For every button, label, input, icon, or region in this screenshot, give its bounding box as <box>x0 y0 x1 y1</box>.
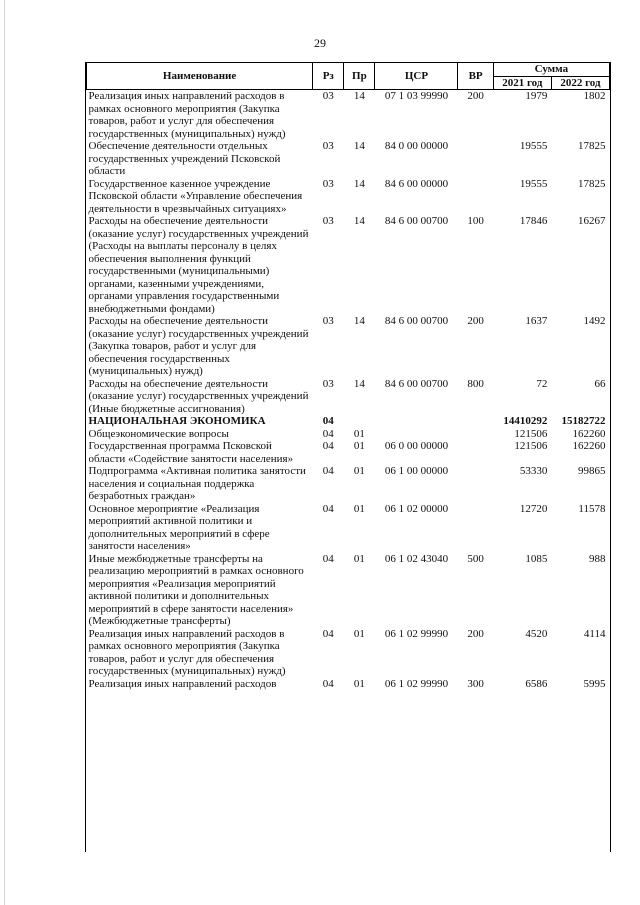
cell-pr: 14 <box>353 140 365 152</box>
scan-edge-line <box>4 0 5 905</box>
cell-name: Расходы на обеспечение деятельности (оказание услуг) государственных учреждений (Закупка товаров, работ и услуг для обеспечения государственных (муниципальных) нужд) <box>88 315 309 377</box>
cell-pr <box>344 415 375 428</box>
cell-csr <box>375 428 458 441</box>
cell-pr: 01 <box>353 427 365 440</box>
cell-sum-2021: 14410292 <box>503 415 548 427</box>
cell-vr: 800 <box>467 377 484 390</box>
table-header <box>87 63 610 90</box>
header-pr: Пр <box>344 63 375 90</box>
table-row <box>87 315 610 378</box>
cell-name: Расходы на обеспечение деятельности (оказание услуг) государственных учреждений (Расходы на выплаты персоналу в целях обеспечения выполнения функций государственными (муниципальными) органами, казенными учреждениями, органами управления государственными внебюджетными фондами) <box>88 215 309 315</box>
table-row <box>87 628 610 678</box>
cell-pr: 14 <box>353 315 365 327</box>
cell-rz: 04 <box>322 440 334 452</box>
cell-sum-2021: 1085 <box>525 552 548 565</box>
cell-rz: 03 <box>322 90 334 102</box>
cell-name: Реализация иных направлений расходов в рамках основного мероприятия (Закупка товаров, работ и услуг для обеспечения государственных (муниципальных) нужд) <box>88 90 286 140</box>
cell-vr <box>458 415 493 428</box>
header-year-2021: 2021 год <box>493 76 551 90</box>
table-row <box>87 378 610 416</box>
cell-csr: 06 1 02 43040 <box>384 552 449 565</box>
cell-pr: 01 <box>353 440 365 452</box>
cell-csr: 84 6 00 00000 <box>384 177 449 190</box>
cell-name: Расходы на обеспечение деятельности (оказание услуг) государственных учреждений (Иные бюджетные ассигнования) <box>88 377 309 415</box>
cell-sum-2022: 16267 <box>578 215 606 227</box>
cell-name: НАЦИОНАЛЬНАЯ ЭКОНОМИКА <box>88 415 266 427</box>
table-row <box>87 415 610 428</box>
cell-sum-2022: 162260 <box>572 427 606 440</box>
cell-vr <box>458 503 493 553</box>
header-year-2022: 2022 год <box>551 76 609 90</box>
cell-name: Реализация иных направлений расходов в рамках основного мероприятия (Закупка товаров, работ и услуг для обеспечения государственных (муниципальных) нужд) <box>88 627 286 677</box>
table-row <box>87 678 610 691</box>
cell-sum-2022: 17825 <box>578 177 606 190</box>
table-row <box>87 140 610 178</box>
cell-sum-2021: 1637 <box>525 315 548 327</box>
cell-vr <box>458 140 493 178</box>
cell-name: Основное мероприятие «Реализация мероприятий активной политики и дополнительных мероприятий в сфере занятости населения» <box>88 502 270 552</box>
cell-csr: 84 6 00 00700 <box>384 315 449 327</box>
cell-vr <box>458 428 493 441</box>
cell-vr: 200 <box>467 90 484 102</box>
cell-csr: 06 0 00 00000 <box>384 440 449 452</box>
cell-rz: 04 <box>322 502 334 515</box>
cell-sum-2021: 1979 <box>525 90 548 102</box>
cell-sum-2022: 1802 <box>583 90 606 102</box>
cell-csr: 06 1 00 00000 <box>384 465 449 477</box>
cell-sum-2021: 72 <box>536 377 548 390</box>
table-row <box>87 178 610 216</box>
header-name: Наименование <box>87 63 313 90</box>
cell-name: Реализация иных направлений расходов <box>88 677 277 690</box>
cell-rz: 03 <box>322 315 334 327</box>
cell-vr: 200 <box>467 315 484 327</box>
cell-vr: 100 <box>467 215 484 227</box>
header-csr: ЦСР <box>375 63 458 90</box>
cell-sum-2021: 4520 <box>525 627 548 640</box>
cell-pr: 14 <box>353 377 365 390</box>
cell-sum-2021: 121506 <box>514 440 548 452</box>
cell-name: Подпрограмма «Активная политика занятости населения и социальная поддержка безработных граждан» <box>88 465 306 502</box>
cell-sum-2021: 12720 <box>519 502 548 515</box>
cell-pr: 14 <box>353 177 365 190</box>
cell-name: Государственная программа Псковской области «Содействие занятости населения» <box>88 440 294 465</box>
cell-rz: 04 <box>322 627 334 640</box>
cell-vr: 300 <box>467 677 484 690</box>
cell-name: Иные межбюджетные трансферты на реализацию мероприятий в рамках основного мероприятия «Реализация мероприятий активной политики и дополнительных мероприятий в сфере занятости населения» (Межбюджетные трансферты) <box>88 552 304 627</box>
cell-name: Государственное казенное учреждение Псковской области «Управление обеспечения деятельности в чрезвычайных ситуациях» <box>88 177 303 215</box>
table-body <box>87 90 610 691</box>
cell-csr: 06 1 02 00000 <box>384 502 449 515</box>
cell-vr: 200 <box>467 627 484 640</box>
page-number: 29 <box>314 36 326 50</box>
cell-sum-2022: 15182722 <box>561 415 606 427</box>
cell-pr: 14 <box>353 215 365 227</box>
cell-pr: 01 <box>353 627 365 640</box>
table-row <box>87 215 610 315</box>
cell-rz: 04 <box>322 677 334 690</box>
cell-pr: 14 <box>353 90 365 102</box>
cell-sum-2022: 17825 <box>578 140 606 152</box>
cell-sum-2022: 99865 <box>578 465 606 477</box>
table-row <box>87 440 610 465</box>
cell-sum-2021: 6586 <box>525 677 548 690</box>
cell-rz: 03 <box>322 140 334 152</box>
cell-pr: 01 <box>353 677 365 690</box>
cell-csr <box>375 415 458 428</box>
cell-csr: 06 1 02 99990 <box>384 627 449 640</box>
table-row <box>87 553 610 628</box>
header-vr: ВР <box>458 63 493 90</box>
table-row <box>87 90 610 141</box>
table-row <box>87 428 610 441</box>
cell-rz: 03 <box>322 215 334 227</box>
cell-sum-2022: 988 <box>589 552 606 565</box>
cell-sum-2022: 66 <box>594 377 606 390</box>
cell-csr: 84 0 00 00000 <box>384 140 449 152</box>
cell-sum-2021: 19555 <box>519 177 548 190</box>
cell-sum-2021: 17846 <box>519 215 548 227</box>
cell-rz: 04 <box>322 427 334 440</box>
cell-pr: 01 <box>353 552 365 565</box>
table-row <box>87 465 610 503</box>
cell-name: Обеспечение деятельности отдельных государственных учреждений Псковской области <box>88 140 281 177</box>
cell-rz: 04 <box>322 465 334 477</box>
cell-pr: 01 <box>353 465 365 477</box>
cell-csr: 07 1 03 99990 <box>384 90 449 102</box>
header-sum: Сумма <box>493 63 609 77</box>
cell-sum-2021: 121506 <box>514 427 548 440</box>
cell-csr: 84 6 00 00700 <box>384 215 449 227</box>
cell-vr: 500 <box>467 552 484 565</box>
budget-table-container <box>85 62 611 852</box>
cell-vr <box>458 440 493 465</box>
cell-pr: 01 <box>353 502 365 515</box>
table-row <box>87 503 610 553</box>
cell-csr: 84 6 00 00700 <box>384 377 449 390</box>
cell-rz: 04 <box>322 552 334 565</box>
cell-sum-2022: 162260 <box>572 440 606 452</box>
cell-name: Общеэкономические вопросы <box>88 427 229 440</box>
cell-rz: 03 <box>322 377 334 390</box>
cell-sum-2022: 1492 <box>583 315 606 327</box>
cell-sum-2022: 4114 <box>583 627 606 640</box>
cell-sum-2022: 11578 <box>578 502 606 515</box>
cell-sum-2021: 19555 <box>519 140 548 152</box>
cell-rz: 03 <box>322 177 334 190</box>
header-rz: Рз <box>313 63 344 90</box>
cell-sum-2022: 5995 <box>583 677 606 690</box>
cell-csr: 06 1 02 99990 <box>384 677 449 690</box>
cell-vr <box>458 465 493 503</box>
cell-vr <box>458 178 493 216</box>
cell-sum-2021: 53330 <box>519 465 548 477</box>
cell-rz: 04 <box>322 415 334 427</box>
budget-table <box>86 62 610 690</box>
